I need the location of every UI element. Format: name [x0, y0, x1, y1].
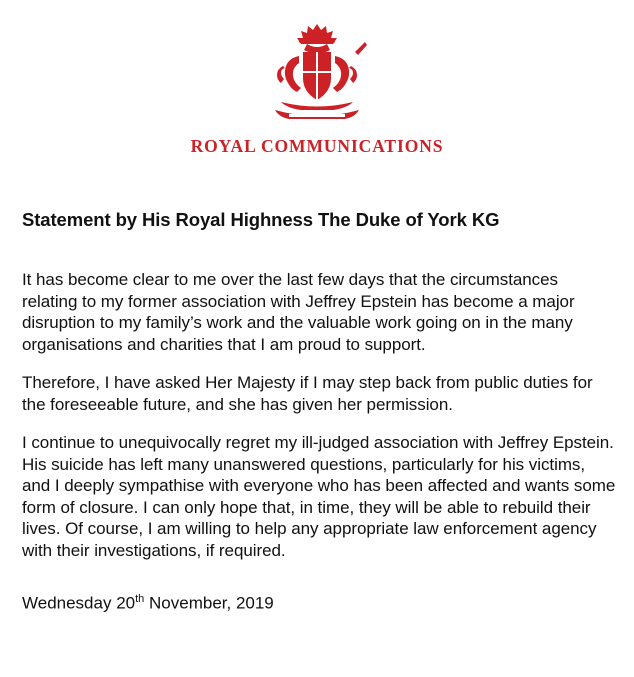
letterhead: [0, 0, 634, 157]
paragraph-2: Therefore, I have asked Her Majesty if I may step back from public duties for the foreseeable future, and she has given her permission.: [22, 373, 593, 414]
date-line: [22, 593, 616, 614]
organisation-name: ROYAL COMMUNICATIONS: [190, 136, 444, 156]
date-ordinal: th: [135, 593, 145, 605]
paragraph-1: It has become clear to me over the last few days that the circumstances relating to my former association with Jeffrey Epstein has become a major disruption to my family’s work and the valuable work going on in the many organisations and charities that I am proud to support.: [22, 270, 575, 354]
royal-coat-of-arms-icon: [259, 22, 375, 126]
paragraph-3: I continue to unequivocally regret my ill-judged association with Jeffrey Epstein. His suicide has left many unanswered questions, particularly for his victims, and I deeply sympathise with everyone who has been affected and wants some form of closure. I can only hope that, in time, they will be able to rebuild their lives. Of course, I am willing to help any appropriate law enforcement agency with their investigations, if required.: [22, 433, 616, 560]
page-title: Statement by His Royal Highness The Duke of York KG: [22, 209, 500, 230]
date-prefix: Wednesday 20: [22, 593, 136, 613]
document-body: [0, 209, 634, 614]
date-suffix: November, 2019: [144, 593, 274, 613]
